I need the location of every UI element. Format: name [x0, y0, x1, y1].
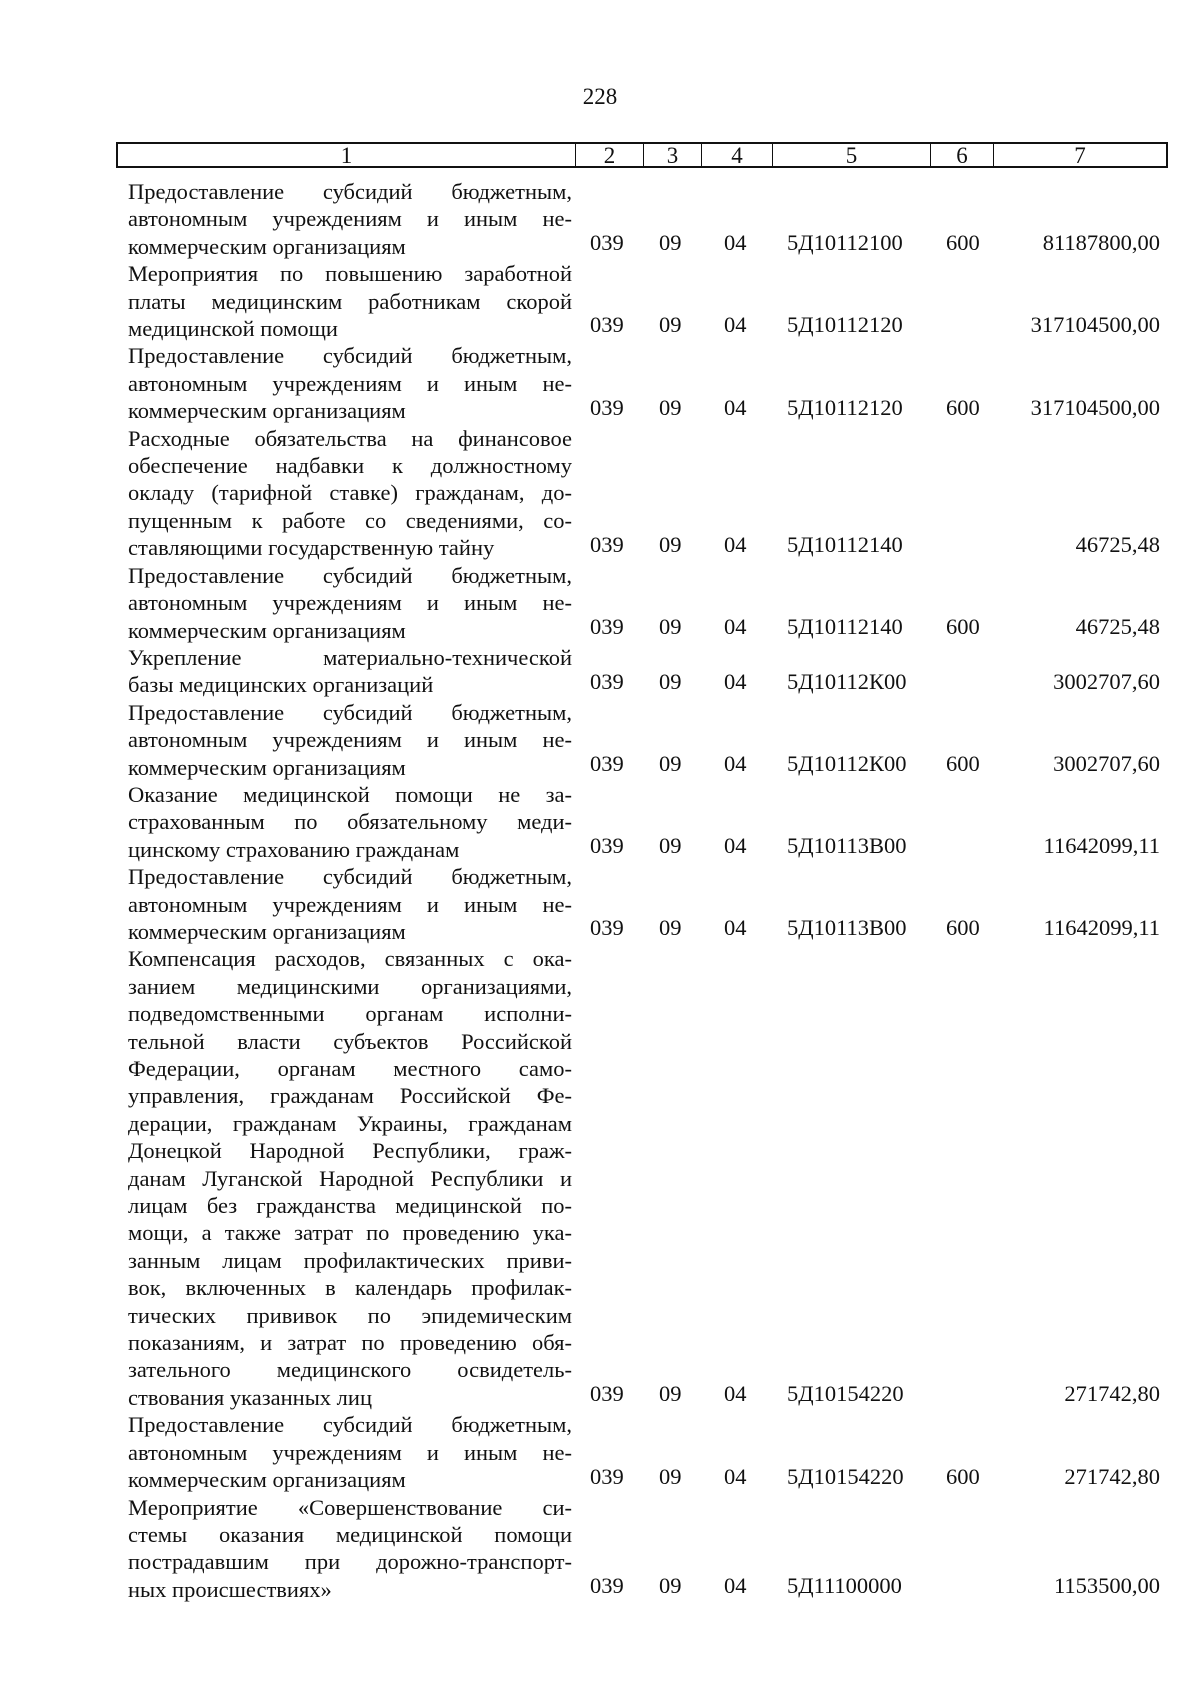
- row-description: [128, 1494, 572, 1604]
- description-line: мощи, а также затрат по проведению ука-: [128, 1220, 572, 1246]
- description-line: обеспечение надбавки к должностному: [128, 453, 572, 479]
- cell-c4: 04: [724, 531, 747, 557]
- row-description: [128, 1411, 572, 1493]
- row-description: [128, 562, 572, 644]
- cell-c4: 04: [724, 1573, 747, 1599]
- row-description: [128, 342, 572, 424]
- cell-c3: 09: [659, 312, 682, 338]
- column-header-2: 2: [576, 144, 644, 166]
- table-row: [0, 342, 1200, 424]
- description-line: платы медицинским работникам скорой: [128, 288, 572, 314]
- cell-c7: 11642099,11: [1043, 833, 1160, 859]
- description-line: автономным учреждениям и иным не-: [128, 727, 572, 753]
- cell-c5: 5Д10113В00: [787, 833, 907, 859]
- description-line: Предоставление субсидий бюджетным,: [128, 179, 572, 204]
- table-row: [0, 425, 1200, 562]
- cell-c3: 09: [659, 394, 682, 420]
- cell-c6: 600: [946, 750, 980, 776]
- cell-c3: 09: [659, 833, 682, 859]
- cell-c3: 09: [659, 230, 682, 256]
- column-header-7: 7: [1074, 143, 1086, 168]
- cell-c6: 600: [946, 394, 980, 420]
- table-row: [0, 644, 1200, 699]
- description-line: окладу (тарифной ставке) гражданам, до-: [128, 480, 572, 506]
- description-line: медицинской помощи: [128, 316, 338, 342]
- description-line: показаниям, и затрат по проведению обя-: [128, 1330, 572, 1356]
- cell-c7: 317104500,00: [1030, 312, 1160, 338]
- cell-c2: 039: [590, 531, 624, 557]
- cell-c3: 09: [659, 613, 682, 639]
- row-description: [128, 781, 572, 863]
- description-line: ставляющими государственную тайну: [128, 535, 495, 561]
- description-line: автономным учреждениям и иным не-: [128, 590, 572, 616]
- table-row: [0, 562, 1200, 644]
- cell-c2: 039: [590, 1573, 624, 1599]
- table-row: [0, 178, 1200, 260]
- description-line: управления, гражданам Российской Фе-: [128, 1083, 572, 1109]
- cell-c2: 039: [590, 1463, 624, 1489]
- table-row: [0, 781, 1200, 863]
- cell-c2: 039: [590, 230, 624, 256]
- description-line: Предоставление субсидий бюджетным,: [128, 343, 572, 369]
- description-line: занием медицинскими организациями,: [128, 973, 572, 999]
- cell-c4: 04: [724, 230, 747, 256]
- cell-c7: 46725,48: [1075, 613, 1160, 639]
- description-line: автономным учреждениям и иным не-: [128, 1439, 572, 1465]
- cell-c5: 5Д10112К00: [787, 750, 907, 776]
- description-line: вок, включенных в календарь профилак-: [128, 1275, 572, 1301]
- cell-c4: 04: [724, 613, 747, 639]
- description-line: Предоставление субсидий бюджетным,: [128, 1412, 572, 1438]
- description-line: Предоставление субсидий бюджетным,: [128, 699, 572, 725]
- cell-c7: 1153500,00: [1053, 1573, 1160, 1599]
- cell-c7: 271742,80: [1064, 1463, 1160, 1489]
- cell-c4: 04: [724, 312, 747, 338]
- cell-c5: 5Д10112100: [787, 230, 903, 256]
- cell-c4: 04: [724, 915, 747, 941]
- description-line: пострадавшим при дорожно-транспорт-: [128, 1549, 572, 1575]
- row-description: [128, 260, 572, 342]
- cell-c2: 039: [590, 1381, 624, 1407]
- description-line: ных происшествиях»: [128, 1576, 332, 1602]
- description-line: Донецкой Народной Республики, граж-: [128, 1138, 572, 1164]
- description-line: тельной власти субъектов Российской: [128, 1028, 572, 1054]
- cell-c3: 09: [659, 531, 682, 557]
- row-description: [128, 699, 572, 781]
- description-line: пущенным к работе со сведениями, со-: [128, 507, 572, 533]
- cell-c7: 81187800,00: [1042, 230, 1160, 256]
- description-line: коммерческим организациям: [128, 233, 406, 259]
- description-line: автономным учреждениям и иным не-: [128, 370, 572, 396]
- description-line: Компенсация расходов, связанных с ока-: [128, 946, 572, 972]
- description-line: Оказание медицинской помощи не за-: [128, 781, 572, 807]
- description-line: зательного медицинского освидетель-: [128, 1357, 572, 1383]
- cell-c2: 039: [590, 312, 624, 338]
- description-line: коммерческим организациям: [128, 398, 406, 424]
- cell-c5: 5Д11100000: [787, 1573, 902, 1599]
- page-number: 228: [582, 84, 618, 109]
- description-line: цинскому страхованию гражданам: [128, 836, 460, 862]
- cell-c4: 04: [724, 394, 747, 420]
- description-line: Укрепление материально-технической: [128, 644, 572, 670]
- cell-c2: 039: [590, 915, 624, 941]
- cell-c6: 600: [946, 915, 980, 941]
- description-line: автономным учреждениям и иным не-: [128, 206, 572, 232]
- cell-c5: 5Д10112К00: [787, 668, 907, 694]
- cell-c3: 09: [659, 1463, 682, 1489]
- cell-c2: 039: [590, 750, 624, 776]
- cell-c5: 5Д10113В00: [787, 915, 907, 941]
- cell-c4: 04: [724, 1381, 747, 1407]
- cell-c7: 46725,48: [1075, 531, 1160, 557]
- cell-c7: 3002707,60: [1053, 750, 1160, 776]
- description-line: стемы оказания медицинской помощи: [128, 1521, 572, 1547]
- cell-c3: 09: [659, 915, 682, 941]
- cell-c6: 600: [946, 613, 980, 639]
- cell-c7: 317104500,00: [1030, 394, 1160, 420]
- table-header: [116, 142, 1168, 168]
- cell-c5: 5Д10112140: [787, 613, 903, 639]
- cell-c5: 5Д10154220: [787, 1381, 904, 1407]
- cell-c3: 09: [659, 1381, 682, 1407]
- cell-c6: 600: [946, 230, 980, 256]
- description-line: базы медицинских организаций: [128, 672, 434, 698]
- column-header-6: 6: [931, 144, 994, 166]
- table-row: [0, 945, 1200, 1411]
- description-line: страхованным по обязательному меди-: [128, 809, 572, 835]
- cell-c3: 09: [659, 1573, 682, 1599]
- table-body: [0, 178, 1200, 1603]
- cell-c5: 5Д10112140: [787, 531, 903, 557]
- cell-c6: 600: [946, 1463, 980, 1489]
- description-line: занным лицам профилактических приви-: [128, 1247, 572, 1273]
- cell-c2: 039: [590, 668, 624, 694]
- description-line: коммерческим организациям: [128, 617, 406, 643]
- cell-c3: 09: [659, 750, 682, 776]
- cell-c7: 271742,80: [1064, 1381, 1160, 1407]
- cell-c3: 09: [659, 668, 682, 694]
- cell-c2: 039: [590, 833, 624, 859]
- cell-c2: 039: [590, 394, 624, 420]
- description-line: ствования указанных лиц: [128, 1384, 372, 1410]
- description-line: Предоставление субсидий бюджетным,: [128, 864, 572, 890]
- description-line: данам Луганской Народной Республики и: [128, 1165, 572, 1191]
- description-line: подведомственными органам исполни-: [128, 1001, 572, 1027]
- table-row: [0, 1411, 1200, 1493]
- description-line: Мероприятия по повышению заработной: [128, 261, 572, 287]
- description-line: коммерческим организациям: [128, 918, 406, 944]
- description-line: лицам без гражданства медицинской по-: [128, 1193, 572, 1219]
- table-row: [0, 1494, 1200, 1604]
- cell-c4: 04: [724, 668, 747, 694]
- cell-c2: 039: [590, 613, 624, 639]
- row-description: [128, 945, 572, 1411]
- table-row: [0, 260, 1200, 342]
- cell-c5: 5Д10112120: [787, 312, 903, 338]
- column-header-4: 4: [702, 144, 773, 166]
- cell-c7: 11642099,11: [1043, 915, 1160, 941]
- description-line: Федерации, органам местного само-: [128, 1056, 572, 1081]
- cell-c4: 04: [724, 1463, 747, 1489]
- cell-c4: 04: [724, 833, 747, 859]
- column-header-3: 3: [644, 144, 702, 166]
- description-line: коммерческим организациям: [128, 754, 406, 780]
- row-description: [128, 644, 572, 699]
- cell-c5: 5Д10112120: [787, 394, 903, 420]
- description-line: Расходные обязательства на финансовое: [128, 425, 572, 451]
- cell-c7: 3002707,60: [1053, 668, 1160, 694]
- cell-c5: 5Д10154220: [787, 1463, 904, 1489]
- table-row: [0, 863, 1200, 945]
- table-row: [0, 699, 1200, 781]
- description-line: Мероприятие «Совершенствование си-: [128, 1494, 572, 1520]
- row-description: [128, 425, 572, 562]
- description-line: дерации, гражданам Украины, гражданам: [128, 1110, 572, 1136]
- column-header-5: 5: [773, 144, 931, 166]
- column-header-1: 1: [118, 144, 576, 166]
- cell-c4: 04: [724, 750, 747, 776]
- description-line: коммерческим организациям: [128, 1467, 406, 1493]
- description-line: тических прививок по эпидемическим: [128, 1302, 572, 1328]
- description-line: автономным учреждениям и иным не-: [128, 891, 572, 917]
- description-line: Предоставление субсидий бюджетным,: [128, 562, 572, 588]
- row-description: [128, 178, 572, 260]
- row-description: [128, 863, 572, 945]
